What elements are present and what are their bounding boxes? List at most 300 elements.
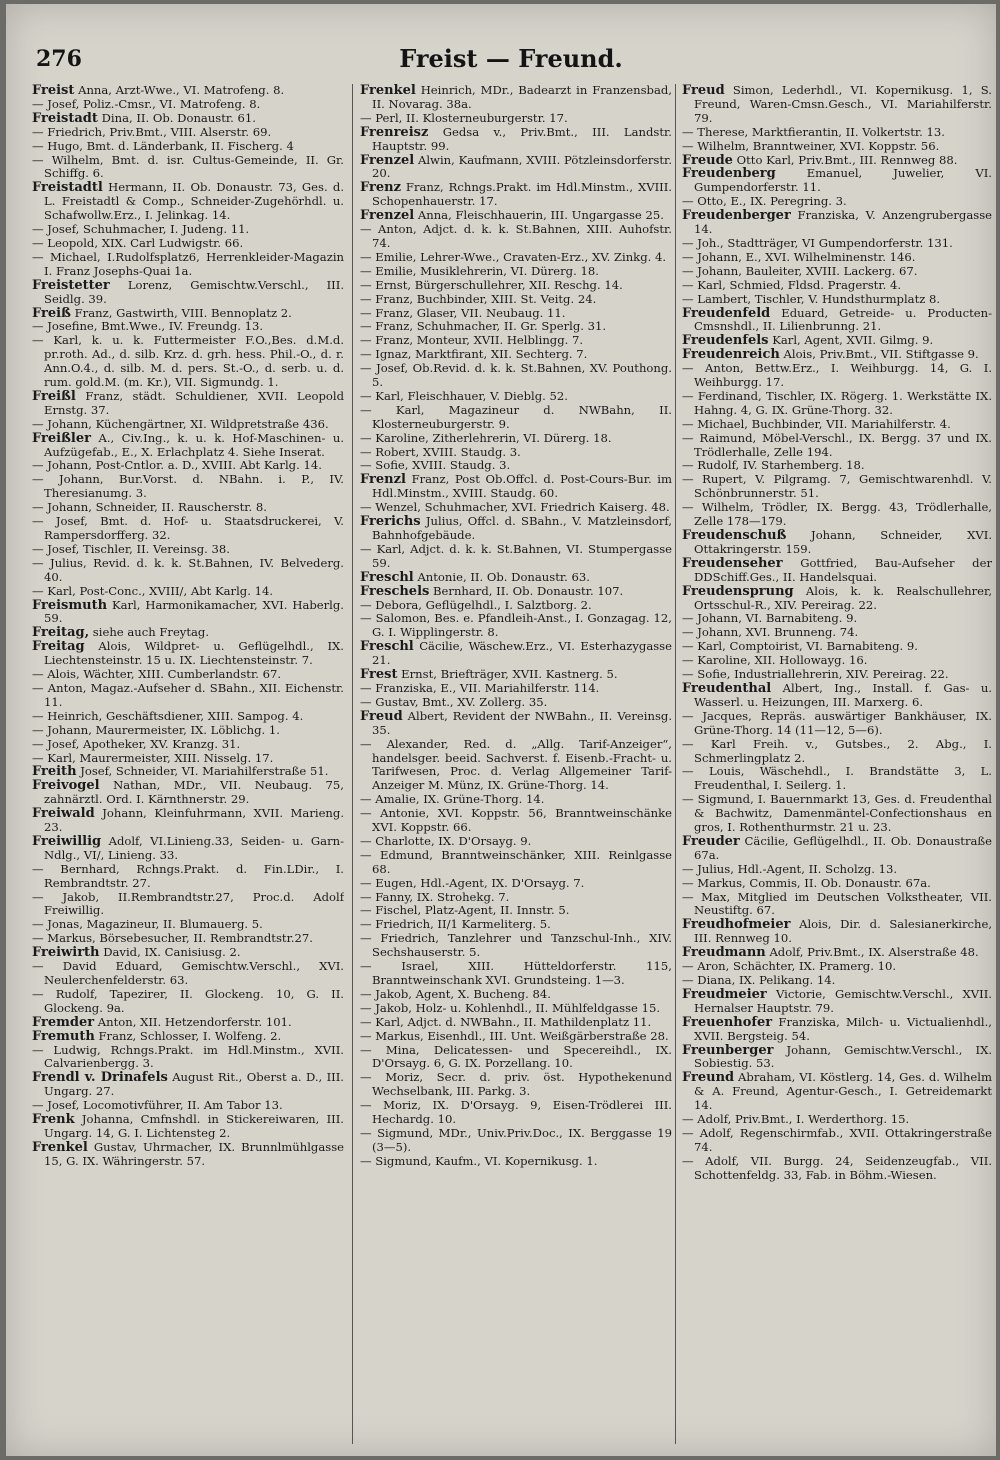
directory-entry — [682, 835, 992, 863]
entry-details: Karl, Harmonikamacher, XVI. Haberlg. 59. — [44, 597, 344, 626]
entry-surname: Frerichs — [360, 514, 421, 530]
entry-details: — Ignaz, Marktfirant, XII. Sechterg. 7. — [360, 347, 588, 362]
entry-details: — Jonas, Magazineur, II. Blumauerg. 5. — [32, 917, 263, 932]
directory-entry — [32, 320, 344, 334]
directory-entry — [32, 960, 344, 988]
entry-details: — Leopold, XIX. Carl Ludwigstr. 66. — [32, 235, 244, 250]
entry-details: — Julius, Hdl.-Agent, II. Scholzg. 13. — [682, 861, 898, 876]
directory-entry — [32, 1044, 344, 1072]
directory-entry — [32, 932, 344, 946]
directory-entry — [360, 738, 672, 794]
directory-entry — [360, 112, 672, 126]
entry-details: — Emilie, Musiklehrerin, VI. Dürerg. 18. — [360, 263, 599, 278]
directory-entry — [32, 807, 344, 835]
directory-entry — [360, 988, 672, 1002]
running-head: Freist — Freund. — [399, 44, 623, 73]
entry-surname: Frenzel — [360, 152, 415, 168]
entry-details: Johann, Kleinfuhrmann, XVII. Marieng. 23. — [44, 806, 344, 835]
entry-details: Gottfried, Bau-Aufseher der DDSchiff.Ges., II. Handelsquai. — [694, 555, 992, 584]
entry-details: Franz, Gastwirth, VIII. Bennoplatz 2. — [74, 305, 292, 320]
entry-surname: Freitag, — [32, 625, 90, 641]
directory-entry — [360, 348, 672, 362]
entry-details: Gustav, Uhrmacher, IX. Brunnlmühlgasse 15, G. IX. Währingerstr. 57. — [44, 1139, 344, 1168]
directory-entry — [360, 1030, 672, 1044]
entry-details: — Michael, I.Rudolfsplatz6, Herrenkleider-Magazin I. Franz Josephs-Quai 1a. — [32, 249, 344, 278]
entry-details: — Karl, Adjct. d. NWBahn., II. Mathildenplatz 11. — [360, 1014, 652, 1029]
directory-entry — [360, 612, 672, 640]
entry-details: Ernst, Briefträger, XVII. Kastnerg. 5. — [401, 667, 618, 682]
entry-details: — Johann, Küchengärtner, XI. Wildpretstraße 436. — [32, 416, 329, 431]
directory-entry — [682, 1044, 992, 1072]
entry-details: David, IX. Canisiusg. 2. — [103, 945, 241, 960]
entry-details: Nathan, MDr., VII. Neubaug. 75, zahnärztl. Ord. I. Kärnthnerstr. 29. — [44, 778, 344, 807]
entry-details: — Joh., Stadtträger, VI Gumpendorferstr. 131. — [682, 235, 953, 250]
entry-details: — Johann, Bauleiter, XVIII. Lackerg. 67. — [682, 263, 918, 278]
directory-entry — [360, 571, 672, 585]
entry-details: — Josef, Poliz.-Cmsr., VI. Matrofeng. 8. — [32, 96, 261, 111]
directory-entry — [360, 181, 672, 209]
column-middle — [360, 84, 672, 1444]
entry-details: — Moriz, Secr. d. priv. öst. Hypothekenund Wechselbank, III. Parkg. 3. — [360, 1070, 672, 1099]
entry-details: — Anton, Magaz.-Aufseher d. SBahn., XII. Eichenstr. 11. — [32, 680, 344, 709]
entry-surname: Frenzl — [360, 472, 406, 488]
directory-entry — [360, 835, 672, 849]
entry-surname: Freudenfeld — [682, 305, 771, 321]
entry-details: — Otto, E., IX. Peregring. 3. — [682, 194, 847, 209]
entry-surname: Freude — [682, 152, 733, 168]
directory-entry — [360, 585, 672, 599]
directory-entry — [360, 668, 672, 682]
directory-entry — [32, 1113, 344, 1141]
entry-details: — Johann, Post-Cntlor. a. D., XVIII. Abt Karlg. 14. — [32, 458, 322, 473]
directory-entry — [32, 738, 344, 752]
directory-entry — [682, 640, 992, 654]
entry-details: — Johann, Maurermeister, IX. Löblichg. 1. — [32, 722, 280, 737]
directory-entry — [360, 932, 672, 960]
entry-surname: Freudmann — [682, 945, 766, 961]
entry-details: — Karl, k. u. k. Futtermeister F.O.,Bes. d.M.d. pr.roth. Ad., d. silb. Krz. d. grh. hess. Phil.-O., d. r. Ann.O.4., d. silb. M. d. pers. St.-O., d. serb. u. d. rum. gold.M. (m. Kr.), VII. Sigmundg. 1. — [32, 333, 344, 390]
directory-entry — [682, 585, 992, 613]
directory-entry — [682, 1016, 992, 1044]
directory-entry — [360, 599, 672, 613]
entry-details: — Antonie, XVI. Koppstr. 56, Branntweinschänke XVI. Koppstr. 66. — [360, 806, 672, 835]
entry-surname: Freud — [360, 708, 403, 724]
directory-entry — [32, 1071, 344, 1099]
entry-details: — Josefine, Bmt.Wwe., IV. Freundg. 13. — [32, 319, 264, 334]
entry-details: Johann, Schneider, XVI. Ottakringerstr. 159. — [694, 528, 992, 556]
entry-details: — Franz, Glaser, VII. Neubaug. 11. — [360, 305, 566, 320]
entry-details: Johanna, Cmfnshdl. in Stickereiwaren, III. Ungarg. 14, G. I. Lichtensteg 2. — [44, 1112, 344, 1140]
entry-details: — Moriz, IX. D'Orsayg. 9, Eisen-Trödlerei III. Hechardg. 10. — [360, 1098, 672, 1127]
column-divider — [675, 84, 676, 1444]
entry-surname: Freudenberg — [682, 166, 776, 182]
entry-details: — Debora, Geflügelhdl., I. Salztborg. 2. — [360, 597, 592, 612]
directory-entry — [360, 307, 672, 321]
directory-entry — [32, 515, 344, 543]
entry-surname: Frenz — [360, 180, 401, 196]
directory-entry — [32, 418, 344, 432]
directory-entry — [360, 293, 672, 307]
directory-entry — [360, 849, 672, 877]
directory-entry — [360, 1071, 672, 1099]
entry-details: — Josef, Schuhmacher, I. Judeng. 11. — [32, 222, 250, 237]
directory-entry — [360, 807, 672, 835]
entry-details: — Josef, Ob.Revid. d. k. k. St.Bahnen, XV. Pouthong. 5. — [360, 361, 672, 390]
entry-details: Johann, Gemischtw.Verschl., IX. Sobiestig. 53. — [694, 1042, 992, 1071]
directory-entry — [360, 432, 672, 446]
entry-surname: Freist — [32, 84, 75, 98]
entry-details: Alois, k. k. Realschullehrer, Ortsschul-R., XIV. Pereirag. 22. — [694, 583, 992, 612]
entry-details: — Edmund, Branntweinschänker, XIII. Reinlgasse 68. — [360, 847, 672, 876]
directory-entry — [360, 251, 672, 265]
entry-surname: Freistetter — [32, 277, 110, 293]
directory-entry — [360, 1127, 672, 1155]
entry-details: — Ernst, Bürgerschullehrer, XII. Reschg. 14. — [360, 277, 623, 292]
directory-entry — [360, 279, 672, 293]
directory-entry — [682, 279, 992, 293]
entry-details: — Lambert, Tischler, V. Hundsthurmplatz 8. — [682, 291, 941, 306]
entry-surname: Frenreisz — [360, 124, 429, 140]
entry-details: — Amalie, IX. Grüne-Thorg. 14. — [360, 792, 545, 807]
directory-entry — [682, 293, 992, 307]
entry-surname: Freudenseher — [682, 555, 783, 571]
directory-entry — [32, 98, 344, 112]
directory-entry — [360, 459, 672, 473]
directory-entry — [360, 918, 672, 932]
entry-details: — Josef, Tischler, II. Vereinsg. 38. — [32, 541, 230, 556]
directory-entry — [32, 1141, 344, 1169]
entry-details: — Perl, II. Klosterneuburgerstr. 17. — [360, 110, 568, 125]
entry-surname: Fremuth — [32, 1028, 95, 1044]
entry-surname: Freudensprung — [682, 583, 794, 599]
directory-entry — [682, 1071, 992, 1113]
entry-surname: Freißler — [32, 430, 91, 446]
entry-surname: Freistadt — [32, 110, 98, 126]
directory-entry — [360, 682, 672, 696]
entry-surname: Freund — [682, 1070, 735, 1086]
directory-entry — [682, 140, 992, 154]
directory-entry — [360, 515, 672, 543]
entry-details: — Hugo, Bmt. d. Länderbank, II. Fischerg. 4 — [32, 138, 294, 153]
entry-details: — Josef, Bmt. d. Hof- u. Staatsdruckerei, V. Rampersdorfferg. 32. — [32, 514, 344, 542]
entry-details: — Bernhard, Rchngs.Prakt. d. Fin.LDir., I. Rembrandtstr. 27. — [32, 861, 344, 890]
directory-entry — [360, 640, 672, 668]
entry-details: — Karl, Post-Conc., XVIII/, Abt Karlg. 14. — [32, 583, 274, 598]
entry-details: Hermann, II. Ob. Donaustr. 73, Ges. d. L. Freistadtl & Comp., Schneider-Zugehörhdl. u. Schafwollw.Erz., I. Jelinkag. 14. — [44, 180, 344, 223]
directory-entry — [360, 501, 672, 515]
directory-entry — [682, 529, 992, 557]
directory-entry — [360, 904, 672, 918]
entry-details: — Adolf, VII. Burgg. 24, Seidenzeugfab., VII. Schottenfeldg. 33, Fab. in Böhm.-Wiesen. — [682, 1153, 992, 1182]
entry-details: — Wilhelm, Branntweiner, XVI. Koppstr. 56. — [682, 138, 940, 153]
directory-entry — [32, 543, 344, 557]
directory-entry — [32, 835, 344, 863]
directory-entry — [32, 279, 344, 307]
entry-surname: Freismuth — [32, 597, 108, 613]
entry-details: Anna, Fleischhauerin, III. Ungargasse 25. — [417, 208, 664, 223]
directory-entry — [360, 390, 672, 404]
entry-surname: Freiwirth — [32, 945, 100, 961]
entry-details: — Karl, Magazineur d. NWBahn, II. Klosterneuburgerstr. 9. — [360, 402, 672, 431]
entry-details: Simon, Lederhdl., VI. Kopernikusg. 1, S. Freund, Waren-Cmsn.Gesch., VI. Mariahilferstr. 79. — [694, 84, 992, 125]
entry-surname: Freuder — [682, 833, 740, 849]
directory-entry — [360, 473, 672, 501]
entry-details: — Johann, Schneider, II. Rauscherstr. 8. — [32, 500, 267, 515]
entry-details: Dina, II. Ob. Donaustr. 61. — [101, 110, 256, 125]
directory-entry — [682, 918, 992, 946]
directory-entry — [32, 112, 344, 126]
directory-entry — [32, 710, 344, 724]
directory-entry — [32, 918, 344, 932]
directory-entry — [32, 557, 344, 585]
directory-entry — [32, 891, 344, 919]
directory-entry — [360, 84, 672, 112]
entry-details: — Israel, XIII. Hütteldorferstr. 115, Branntweinschank XVI. Grundsteing. 1—3. — [360, 959, 672, 987]
directory-entry — [32, 154, 344, 182]
entry-details: — Franz, Schuhmacher, II. Gr. Sperlg. 31. — [360, 319, 607, 334]
column-divider — [352, 84, 353, 1444]
entry-details: Abraham, VI. Köstlerg. 14, Ges. d. Wilhelm & A. Freund, Agentur-Gesch., I. Getreidemarkt 14. — [694, 1070, 992, 1113]
directory-entry — [360, 877, 672, 891]
entry-details: — Josef, Locomotivführer, II. Am Tabor 13. — [32, 1098, 283, 1113]
directory-entry — [32, 779, 344, 807]
directory-entry — [682, 960, 992, 974]
directory-entry — [682, 612, 992, 626]
entry-surname: Freudhofmeier — [682, 917, 791, 933]
directory-entry — [32, 140, 344, 154]
directory-entry — [360, 543, 672, 571]
entry-details: Albert, Revident der NWBahn., II. Vereinsg. 35. — [372, 708, 672, 737]
entry-details: — Friedrich, Tanzlehrer und Tanzschul-Inh., XIV. Sechshauserstr. 5. — [360, 931, 672, 960]
entry-details: — Franz, Monteur, XVII. Helblingg. 7. — [360, 333, 584, 348]
entry-details: — Karoline, XII. Hollowayg. 16. — [682, 653, 868, 668]
entry-details: A., Civ.Ing., k. u. k. Hof-Maschinen- u. Aufzügefab., E., X. Erlachplatz 4. Siehe Inserat. — [44, 430, 344, 459]
directory-entry — [32, 765, 344, 779]
entry-details: — Markus, Eisenhdl., III. Unt. Weißgärberstraße 28. — [360, 1028, 669, 1043]
entry-details: — Sofie, Industriallehrerin, XIV. Pereirag. 22. — [682, 667, 949, 682]
entry-details: — Wenzel, Schuhmacher, XVI. Friedrich Kaiserg. 48. — [360, 500, 670, 515]
entry-details: — Anton, Bettw.Erz., I. Weihburgg. 14, G. I. Weihburgg. 17. — [682, 361, 992, 390]
directory-entry — [32, 473, 344, 501]
entry-details: — David Eduard, Gemischtw.Verschl., XVI. Neulerchenfelderstr. 63. — [32, 959, 344, 987]
directory-entry — [360, 1002, 672, 1016]
entry-surname: Freith — [32, 764, 77, 780]
directory-entry — [32, 988, 344, 1016]
entry-details: — Wilhelm, Bmt. d. isr. Cultus-Gemeinde, II. Gr. Schiffg. 6. — [32, 152, 344, 181]
entry-surname: Freud — [682, 84, 725, 98]
entry-details: Franziska, V. Anzengrubergasse 14. — [694, 208, 992, 237]
entry-surname: Freschl — [360, 569, 414, 585]
entry-details: — Rudolf, IV. Starhemberg. 18. — [682, 458, 865, 473]
directory-entry — [32, 682, 344, 710]
entry-details: — Karl, Comptoirist, VI. Barnabiteng. 9. — [682, 639, 918, 654]
directory-entry — [682, 710, 992, 738]
entry-details: — Michael, Buchbinder, VII. Mariahilferstr. 4. — [682, 416, 951, 431]
entry-details: — Sigmund, Kaufm., VI. Kopernikusg. 1. — [360, 1153, 598, 1168]
directory-entry — [360, 1155, 672, 1169]
entry-surname: Frenkel — [32, 1139, 88, 1155]
entry-details: Adolf, VI.Linieng.33, Seiden- u. Garn-Ndlg., VI/, Linieng. 33. — [44, 833, 344, 862]
directory-entry — [682, 334, 992, 348]
entry-details: Karl, Agent, XVII. Gilmg. 9. — [772, 333, 934, 348]
entry-details: Victorie, Gemischtw.Verschl., XVII. Hernalser Hauptstr. 79. — [694, 986, 992, 1015]
entry-details: — Gustav, Bmt., XV. Zollerg. 35. — [360, 694, 548, 709]
directory-entry — [32, 752, 344, 766]
entry-details: — Johann, Bur.Vorst. d. NBahn. i. P., IV. Theresianumg. 3. — [32, 472, 344, 501]
directory-entry — [682, 863, 992, 877]
directory-entry — [682, 237, 992, 251]
directory-entry — [682, 793, 992, 835]
entry-details: — Karoline, Zitherlehrerin, VI. Dürerg. 18. — [360, 430, 612, 445]
entry-details: — Sigmund, MDr., Univ.Priv.Doc., IX. Berggasse 19 (3—5). — [360, 1125, 672, 1154]
directory-entry — [32, 585, 344, 599]
directory-entry — [32, 459, 344, 473]
entry-details: Otto Karl, Priv.Bmt., III. Rennweg 88. — [736, 152, 958, 167]
directory-columns — [32, 84, 992, 1444]
directory-entry — [682, 1127, 992, 1155]
directory-entry — [682, 626, 992, 640]
directory-entry — [360, 154, 672, 182]
entry-details: — Aron, Schächter, IX. Pramerg. 10. — [682, 959, 897, 974]
entry-details: — Jakob, II.Rembrandtstr.27, Proc.d. Adolf Freiwillig. — [32, 889, 344, 918]
directory-entry — [32, 223, 344, 237]
entry-surname: Frest — [360, 667, 398, 683]
entry-details: — Robert, XVIII. Staudg. 3. — [360, 444, 521, 459]
entry-details: Lorenz, Gemischtw.Verschl., III. Seidlg. 39. — [44, 277, 344, 306]
entry-details: — Therese, Marktfierantin, II. Volkertstr. 13. — [682, 124, 945, 139]
entry-surname: Freudenberger — [682, 208, 791, 224]
directory-entry — [682, 765, 992, 793]
entry-details: — Ferdinand, Tischler, IX. Rögerg. 1. Werkstätte IX. Hahng. 4, G. IX. Grüne-Thorg. 32. — [682, 388, 992, 417]
directory-entry — [32, 1099, 344, 1113]
directory-entry — [32, 307, 344, 321]
entry-details: — Karl Freih. v., Gutsbes., 2. Abg., I. Schmerlingplatz 2. — [682, 736, 992, 765]
entry-details: Franz, Schlosser, I. Wolfeng. 2. — [98, 1028, 282, 1043]
entry-details: — Alois, Wächter, XIII. Cumberlandstr. 67. — [32, 667, 282, 682]
directory-entry — [360, 334, 672, 348]
entry-details: — Sigmund, I. Bauernmarkt 13, Ges. d. Freudenthal & Bachwitz, Damenmäntel-Confectionshaus en gros, I. Rothenthurmstr. 21 u. 23. — [682, 792, 992, 835]
directory-entry — [32, 626, 344, 640]
entry-details: — Max, Mitglied im Deutschen Volkstheater, VII. Neustiftg. 67. — [682, 889, 992, 918]
entry-surname: Frenk — [32, 1112, 75, 1128]
entry-details: — Markus, Börsebesucher, II. Rembrandtstr.27. — [32, 931, 313, 946]
entry-surname: Freivogel — [32, 778, 100, 794]
directory-entry — [32, 181, 344, 223]
directory-entry — [682, 265, 992, 279]
directory-entry — [360, 1044, 672, 1072]
entry-details: Bernhard, II. Ob. Donaustr. 107. — [433, 583, 624, 598]
directory-entry — [360, 209, 672, 223]
directory-entry — [32, 237, 344, 251]
entry-details: — Wilhelm, Trödler, IX. Bergg. 43, Trödlerhalle, Zelle 178—179. — [682, 500, 992, 529]
directory-page — [6, 4, 996, 1456]
directory-entry — [32, 126, 344, 140]
directory-entry — [32, 724, 344, 738]
entry-surname: Freiß — [32, 305, 71, 321]
entry-details: — Karl, Maurermeister, XIII. Nisselg. 17. — [32, 750, 274, 765]
directory-entry — [682, 307, 992, 335]
entry-details: Adolf, Priv.Bmt., IX. Alserstraße 48. — [769, 945, 979, 960]
entry-surname: Freitag — [32, 639, 85, 655]
directory-entry — [360, 891, 672, 905]
directory-entry — [32, 863, 344, 891]
entry-surname: Fremder — [32, 1014, 95, 1030]
entry-details: — Emilie, Lehrer-Wwe., Cravaten-Erz., XV. Zinkg. 4. — [360, 249, 667, 264]
directory-entry — [32, 390, 344, 418]
entry-details: — Fischel, Platz-Agent, II. Innstr. 5. — [360, 903, 570, 918]
entry-details: Anna, Arzt-Wwe., VI. Matrofeng. 8. — [78, 84, 285, 97]
directory-entry — [682, 362, 992, 390]
directory-entry — [682, 154, 992, 168]
directory-entry — [682, 1113, 992, 1127]
entry-details: Eduard, Getreide- u. Producten-Cmsnshdl., II. Lilienbrunng. 21. — [694, 305, 992, 334]
directory-entry — [682, 84, 992, 126]
directory-entry — [32, 501, 344, 515]
directory-entry — [32, 946, 344, 960]
entry-surname: Freudenschuß — [682, 528, 787, 543]
entry-surname: Freuenhofer — [682, 1014, 773, 1030]
directory-entry — [682, 195, 992, 209]
entry-details: — Johann, E., XVI. Wilhelminenstr. 146. — [682, 249, 916, 264]
directory-entry — [682, 654, 992, 668]
directory-entry — [32, 1016, 344, 1030]
entry-details: August Rit., Oberst a. D., III. Ungarg. 27. — [44, 1070, 344, 1099]
entry-details: — Eugen, Hdl.-Agent, IX. D'Orsayg. 7. — [360, 875, 585, 890]
directory-entry — [682, 891, 992, 919]
directory-entry — [360, 126, 672, 154]
directory-entry — [682, 557, 992, 585]
directory-entry — [32, 334, 344, 390]
entry-details: — Jakob, Holz- u. Kohlenhdl., II. Mühlfeldgasse 15. — [360, 1000, 661, 1015]
directory-entry — [32, 668, 344, 682]
entry-details: — Josef, Apotheker, XV. Kranzg. 31. — [32, 736, 241, 751]
directory-entry — [682, 988, 992, 1016]
page-header — [36, 46, 986, 80]
entry-surname: Freistadtl — [32, 180, 103, 196]
entry-details: — Ludwig, Rchngs.Prakt. im Hdl.Minstm., XVII. Calvarienbergg. 3. — [32, 1042, 344, 1071]
directory-entry — [32, 1030, 344, 1044]
directory-entry — [682, 738, 992, 766]
directory-entry — [32, 640, 344, 668]
directory-entry — [682, 877, 992, 891]
entry-details: — Rupert, V. Pilgramg. 7, Gemischtwarenhdl. V. Schönbrunnerstr. 51. — [682, 472, 992, 501]
directory-entry — [682, 1155, 992, 1183]
entry-details: Anton, XII. Hetzendorferstr. 101. — [97, 1014, 292, 1029]
directory-entry — [32, 84, 344, 98]
column-left — [32, 84, 344, 1444]
entry-details: Alwin, Kaufmann, XVIII. Pötzleinsdorferstr. 20. — [372, 152, 672, 181]
entry-details: Josef, Schneider, VI. Mariahilferstraße 51. — [80, 764, 329, 779]
directory-entry — [682, 390, 992, 418]
entry-surname: Freudenfels — [682, 333, 769, 349]
entry-details: — Friedrich, Priv.Bmt., VIII. Alserstr. 69. — [32, 124, 272, 139]
directory-entry — [682, 251, 992, 265]
directory-entry — [682, 946, 992, 960]
directory-entry — [360, 960, 672, 988]
entry-details: — Adolf, Priv.Bmt., I. Werderthorg. 15. — [682, 1112, 910, 1127]
directory-entry — [682, 501, 992, 529]
entry-surname: Freudmeier — [682, 986, 767, 1002]
entry-details: Cäcilie, Wäschew.Erz., VI. Esterhazygasse 21. — [372, 639, 672, 668]
entry-details: Gedsa v., Priv.Bmt., III. Landstr. Hauptstr. 99. — [372, 124, 672, 153]
entry-surname: Freiwald — [32, 806, 95, 822]
entry-details: — Franz, Buchbinder, XIII. St. Veitg. 24. — [360, 291, 597, 306]
entry-details: Heinrich, MDr., Badearzt in Franzensbad, II. Novarag. 38a. — [372, 84, 672, 111]
entry-details: — Diana, IX. Pelikang. 14. — [682, 973, 836, 987]
entry-details: — Jakob, Agent, X. Bucheng. 84. — [360, 986, 551, 1001]
entry-details: siehe auch Freytag. — [92, 625, 210, 640]
entry-surname: Freschels — [360, 583, 430, 599]
